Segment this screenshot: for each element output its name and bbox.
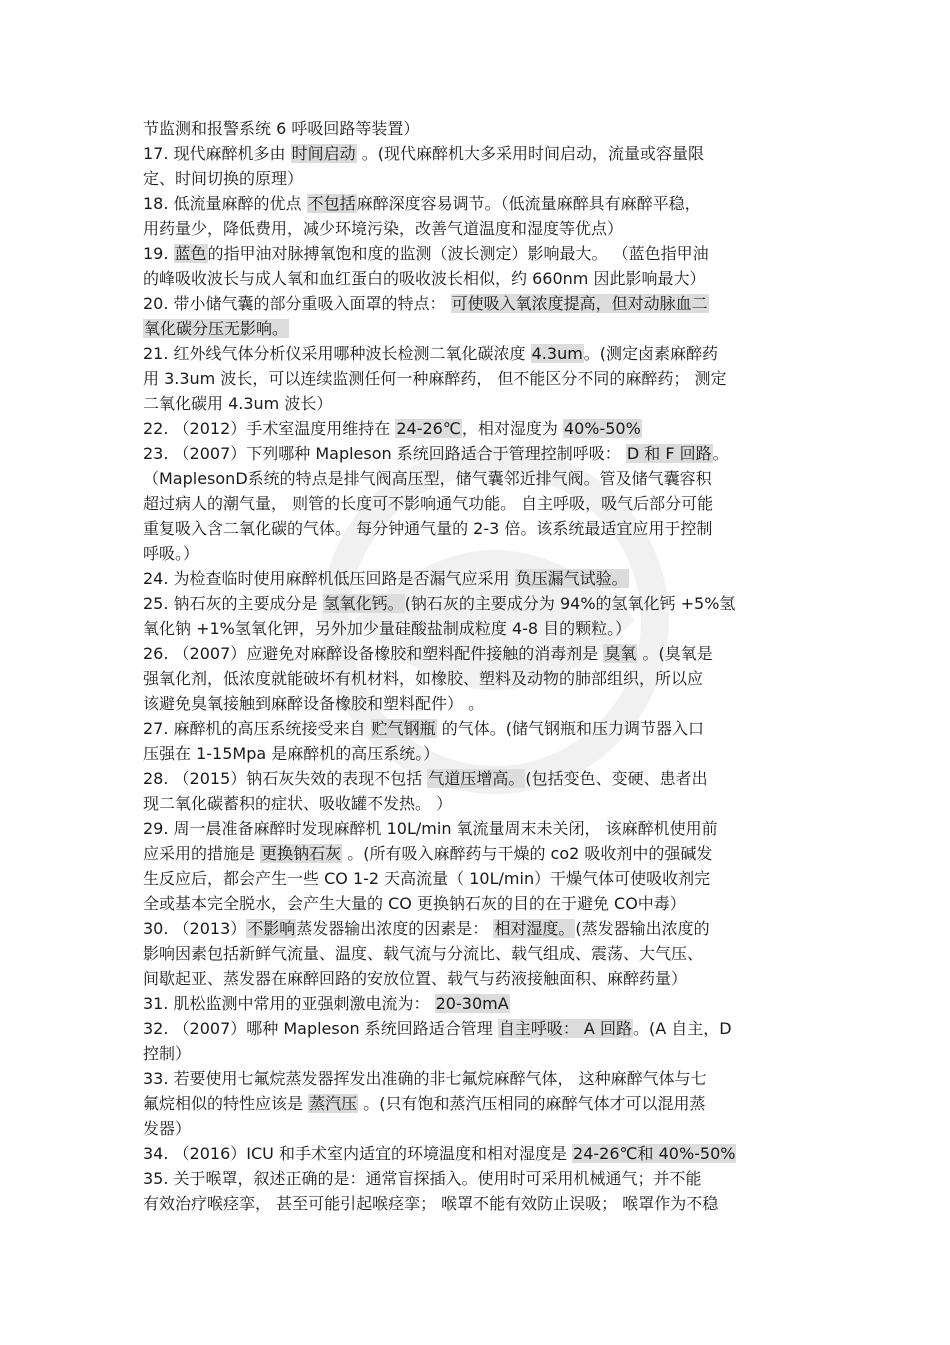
text-line	[143, 216, 823, 241]
highlighted-answer: 相对湿度。	[494, 919, 575, 938]
text-segment: 应采用的措施是	[143, 844, 261, 863]
highlighted-answer: 24-26℃	[396, 419, 461, 438]
highlighted-answer: 可使吸入氧浓度提高，但对动脉血二	[451, 294, 708, 313]
highlighted-answer: 不影响	[247, 919, 296, 938]
text-segment: 生反应后，都会产生一些 CO 1-2 天高流量（ 10L/min）干燥气体可使吸收剂完	[143, 869, 711, 888]
text-segment: 有效治疗喉痉挛， 甚至可能引起喉痉挛； 喉罩不能有效防止误吸； 喉罩作为不稳	[143, 1194, 719, 1213]
text-segment: 氟烷相似的特性应该是	[143, 1094, 309, 1113]
text-segment: 用药量少，降低费用，减少环境污染，改善气道温度和湿度等优点）	[143, 219, 624, 238]
text-segment: 间歇起亚、蒸发器在麻醉回路的安放位置、载气与药液接触面积、麻醉药量）	[143, 969, 688, 988]
highlighted-answer: 负压漏气试验。	[515, 569, 628, 588]
text-segment: 该避免臭氧接触到麻醉设备橡胶和塑料配件） 。	[143, 694, 485, 713]
text-segment: 现二氧化碳蓄积的症状、吸收罐不发热。 ）	[143, 794, 453, 813]
highlighted-answer: 臭氧	[604, 644, 637, 663]
text-segment: 30. （2013）	[143, 919, 247, 938]
text-segment: 23. （2007）下列哪种 Mapleson 系统回路适合于管理控制呼吸：	[143, 444, 626, 463]
text-line	[143, 966, 823, 991]
text-segment: 超过病人的潮气量， 则管的长度可不影响通气功能。 自主呼吸，吸气后部分可能	[143, 494, 714, 513]
text-segment: 27. 麻醉机的高压系统接受来自	[143, 719, 371, 738]
text-line	[143, 341, 823, 366]
highlighted-answer: 24-26℃和 40%-50%	[573, 1144, 736, 1163]
highlighted-answer: 蒸汽压	[309, 1094, 358, 1113]
text-line	[143, 141, 823, 166]
text-line	[143, 1041, 823, 1066]
text-segment: 压强在 1-15Mpa 是麻醉机的高压系统。）	[143, 744, 440, 763]
highlighted-answer: 40%-50%	[563, 419, 641, 438]
text-line	[143, 641, 823, 666]
text-line	[143, 941, 823, 966]
highlighted-answer: 4.3um	[531, 344, 583, 363]
text-segment: 用 3.3um 波长，可以连续监测任何一种麻醉药， 但不能区分不同的麻醉药； 测定	[143, 369, 727, 388]
highlighted-answer: 不包括	[307, 194, 356, 213]
text-segment: 24. 为检查临时使用麻醉机低压回路是否漏气应采用	[143, 569, 515, 588]
text-segment: 全或基本完全脱水，会产生大量的 CO 更换钠石灰的目的在于避免 CO中毒）	[143, 894, 686, 913]
highlighted-answer: 20-30mA	[435, 994, 509, 1013]
highlighted-answer: 氧化碳分压无影响。	[144, 319, 289, 338]
text-segment: 影响因素包括新鲜气流量、温度、载气流与分流比、载气组成、震荡、大气压、	[143, 944, 704, 963]
text-line	[143, 916, 823, 941]
text-line	[143, 116, 823, 141]
text-line	[143, 366, 823, 391]
text-line	[143, 1116, 823, 1141]
text-line	[143, 541, 823, 566]
text-segment: (蒸发器输出浓度的	[575, 919, 710, 938]
text-line	[143, 166, 823, 191]
text-segment: （MaplesonD系统的特点是排气阀高压型，储气囊邻近排气阀。管及储气囊容积	[143, 469, 712, 488]
highlighted-answer: 更换钠石灰	[261, 844, 342, 863]
text-segment: 氧化钠 +1%氢氧化钾，另外加少量硅酸盐制成粒度 4-8 目的颗粒。）	[143, 619, 632, 638]
text-segment: 蒸发器输出浓度的因素是：	[296, 919, 494, 938]
text-segment: 发器）	[143, 1119, 192, 1138]
text-line	[143, 891, 823, 916]
text-segment: 18. 低流量麻醉的优点	[143, 194, 307, 213]
text-segment: 32. （2007）哪种 Mapleson 系统回路适合管理	[143, 1019, 498, 1038]
highlighted-answer: 气道压增高。	[428, 769, 525, 788]
text-line	[143, 1016, 823, 1041]
text-line	[143, 766, 823, 791]
text-segment: 34. （2016）ICU 和手术室内适宜的环境温度和相对湿度是	[143, 1144, 573, 1163]
text-segment: 19.	[143, 244, 174, 263]
highlighted-answer: 时间启动	[291, 144, 356, 163]
text-segment: 29. 周一晨准备麻醉时发现麻醉机 10L/min 氧流量周末未关闭， 该麻醉机使用前	[143, 819, 718, 838]
text-line	[143, 491, 823, 516]
text-line	[143, 591, 823, 616]
text-line	[143, 866, 823, 891]
text-segment: 35. 关于喉罩，叙述正确的是：通常盲探插入。使用时可采用机械通气；并不能	[143, 1169, 702, 1188]
text-segment: 22. （2012）手术室温度用维持在	[143, 419, 396, 438]
text-line	[143, 816, 823, 841]
text-segment: 31. 肌松监测中常用的亚强刺激电流为：	[143, 994, 435, 1013]
highlighted-answer: 自主呼吸： A 回路	[498, 1019, 632, 1038]
text-segment: 。(测定卤素麻醉药	[583, 344, 719, 363]
text-segment: 21. 红外线气体分析仪采用哪种波长检测二氧化碳浓度	[143, 344, 531, 363]
highlighted-answer: 氢氧化钙。	[323, 594, 404, 613]
text-segment: 。(A 自主，D	[632, 1019, 732, 1038]
document-page	[143, 116, 823, 1216]
text-segment: 定、时间切换的原理）	[143, 169, 304, 188]
text-line	[143, 716, 823, 741]
text-line	[143, 666, 823, 691]
text-line	[143, 416, 823, 441]
highlighted-answer: D 和 F 回路	[626, 444, 712, 463]
text-line	[143, 1191, 823, 1216]
text-line	[143, 1166, 823, 1191]
text-line	[143, 691, 823, 716]
text-segment: (钠石灰的主要成分为 94%的氢氧化钙 +5%氢	[404, 594, 736, 613]
text-segment: 重复吸入含二氧化碳的气体。 每分钟通气量的 2-3 倍。该系统最适宜应用于控制	[143, 519, 713, 538]
text-line	[143, 741, 823, 766]
text-segment: 。(现代麻醉机大多采用时间启动，流量或容量限	[356, 144, 704, 163]
text-segment: 26. （2007）应避免对麻醉设备橡胶和塑料配件接触的消毒剂是	[143, 644, 604, 663]
text-line	[143, 616, 823, 641]
text-segment: 控制）	[143, 1044, 192, 1063]
text-segment: 25. 钠石灰的主要成分是	[143, 594, 323, 613]
text-line	[143, 466, 823, 491]
text-segment: 节监测和报警系统 6 呼吸回路等装置）	[143, 119, 420, 138]
text-segment: ，相对湿度为	[461, 419, 563, 438]
text-line	[143, 566, 823, 591]
text-line	[143, 516, 823, 541]
text-segment: 20. 带小储气囊的部分重吸入面罩的特点：	[143, 294, 451, 313]
text-line	[143, 291, 823, 316]
highlighted-answer: 贮气钢瓶	[371, 719, 436, 738]
text-segment: 。(所有吸入麻醉药与干燥的 co2 吸收剂中的强碱发	[342, 844, 713, 863]
text-line	[143, 266, 823, 291]
text-segment: 的气体。(储气钢瓶和压力调节器入口	[436, 719, 704, 738]
text-segment: 二氧化碳用 4.3um 波长）	[143, 394, 333, 413]
text-line	[143, 1066, 823, 1091]
text-segment: 的指甲油对脉搏氧饱和度的监测（波长测定）影响最大。 （蓝色指甲油	[207, 244, 709, 263]
text-line	[143, 991, 823, 1016]
text-segment: 呼吸。）	[143, 544, 200, 563]
text-segment: 的峰吸收波长与成人氧和血红蛋白的吸收波长相似，约 660nm 因此影响最大）	[143, 269, 706, 288]
text-line	[143, 1091, 823, 1116]
text-segment: (包括变色、变硬、患者出	[525, 769, 708, 788]
text-line	[143, 441, 823, 466]
text-segment: 17. 现代麻醉机多由	[143, 144, 291, 163]
text-segment: 33. 若要使用七氟烷蒸发器挥发出准确的非七氟烷麻醉气体， 这种麻醉气体与七	[143, 1069, 707, 1088]
text-segment: 麻醉深度容易调节。（低流量麻醉具有麻醉平稳，	[356, 194, 701, 213]
text-segment: 。(只有饱和蒸汽压相同的麻醉气体才可以混用蒸	[358, 1094, 706, 1113]
text-line	[143, 791, 823, 816]
text-line	[143, 391, 823, 416]
text-line	[143, 316, 823, 341]
text-segment: 强氧化剂，低浓度就能破坏有机材料，如橡胶、塑料及动物的肺部组织，所以应	[143, 669, 704, 688]
text-segment: 。	[712, 444, 729, 463]
text-segment: 。(臭氧是	[637, 644, 713, 663]
text-line	[143, 191, 823, 216]
highlighted-answer: 蓝色	[174, 244, 207, 263]
text-line	[143, 1141, 823, 1166]
text-segment: 28. （2015）钠石灰失效的表现不包括	[143, 769, 428, 788]
text-line	[143, 241, 823, 266]
text-line	[143, 841, 823, 866]
